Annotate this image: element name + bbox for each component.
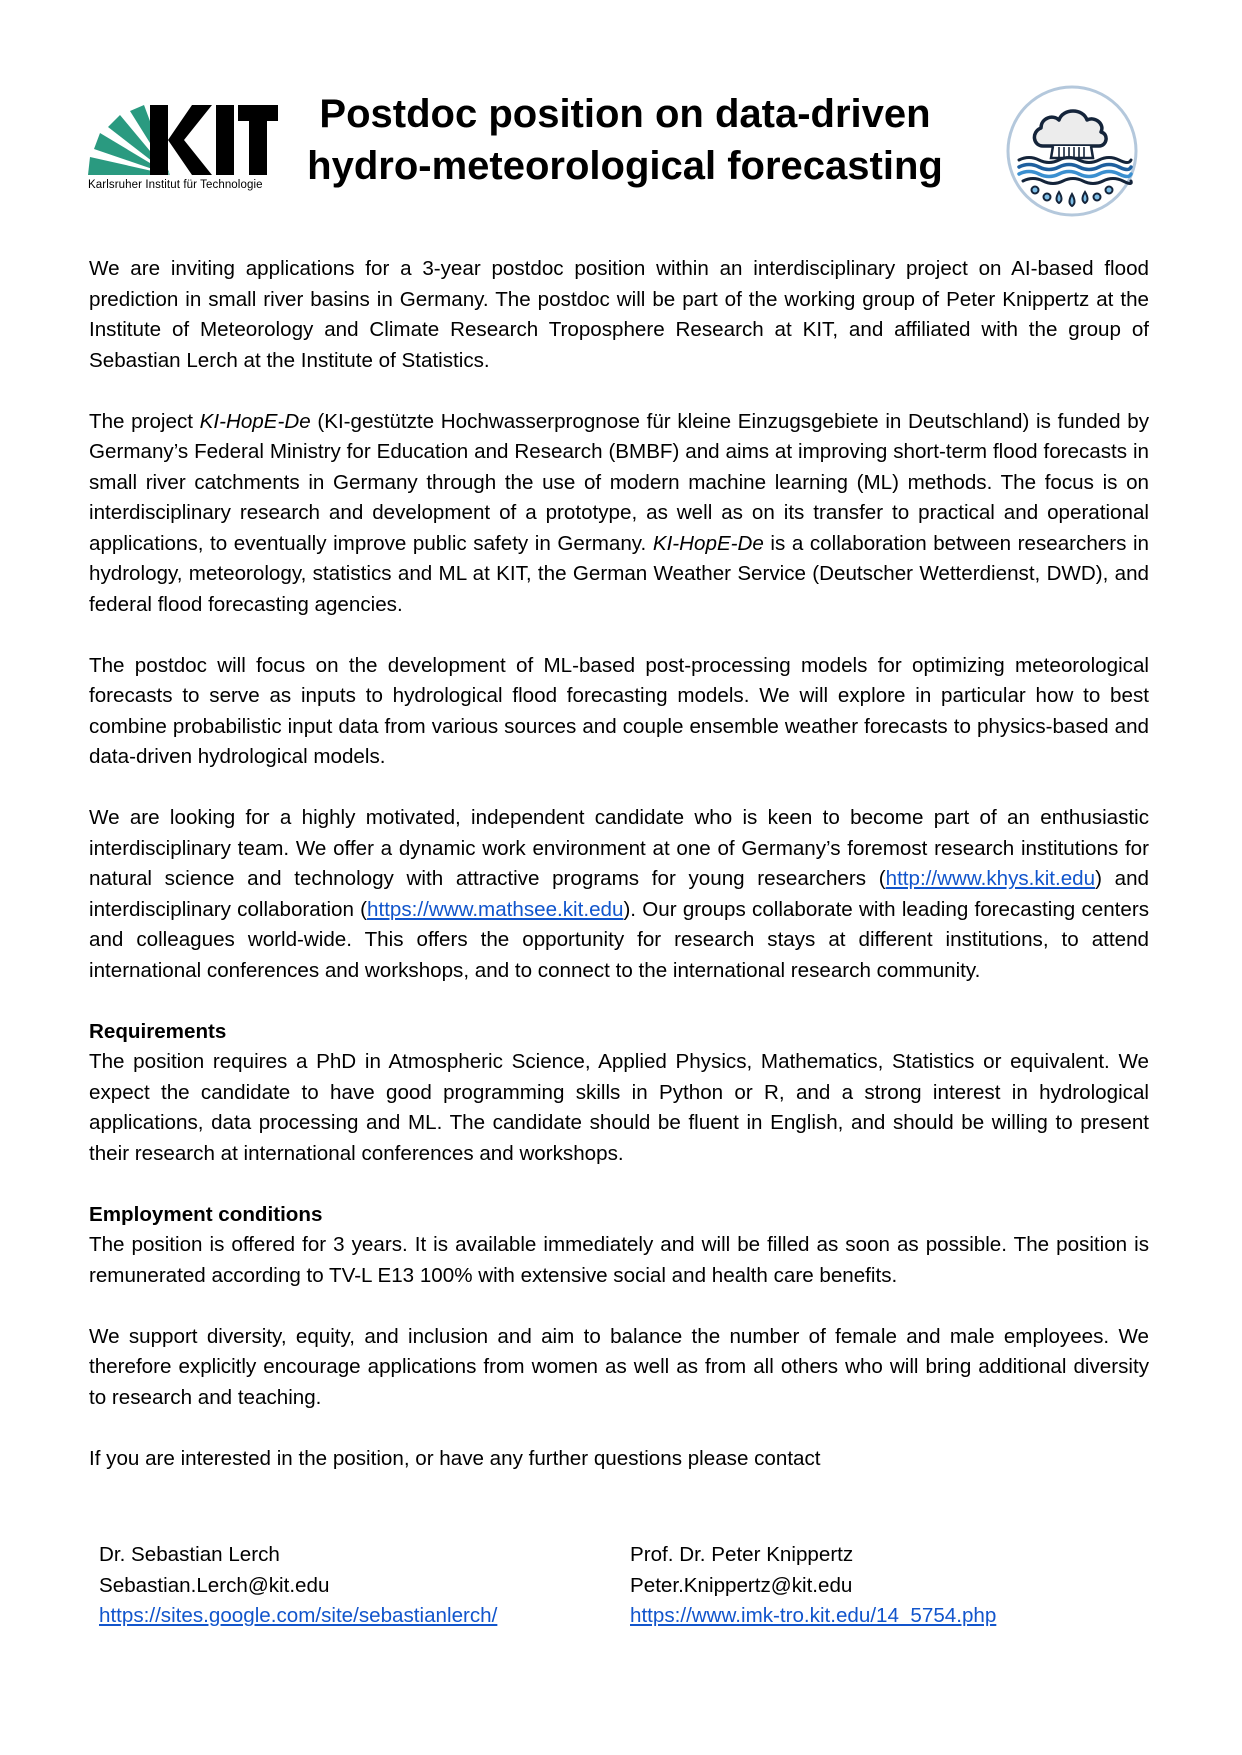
project-name: KI-HopE-De <box>199 409 311 433</box>
project-text-a: The project <box>89 409 200 433</box>
project-text-c: is a collaboration between researchers in hydrology, meteorology, statistics and ML at KIT, the German Weather Service (Deutscher Wetterdienst, DWD), and federal flood forecasting agencies. <box>89 531 1149 616</box>
contact-lerch <box>99 1540 497 1632</box>
diversity-paragraph: We support diversity, equity, and inclusion and aim to balance the number of female and male employees. We therefore explicitly encourage applications from women as well as from all others who will bring additional diversity to research and teaching. <box>89 1324 1149 1409</box>
contact-name: Prof. Dr. Peter Knippertz <box>630 1543 854 1566</box>
kit-logo <box>88 105 278 195</box>
requirements-section <box>89 1017 1149 1170</box>
mathsee-link[interactable]: https://www.mathsee.kit.edu <box>367 897 624 921</box>
title-line-2: hydro-meteorological forecasting <box>307 144 943 188</box>
contact-intro: If you are interested in the position, or have any further questions please contact <box>89 1446 821 1470</box>
contact-website-link[interactable]: https://www.imk-tro.kit.edu/14_5754.php <box>630 1604 997 1627</box>
project-text-b: (KI-gestützte Hochwasserprognose für kleine Einzugsgebiete in Deutschland) is funded by Germany’s Federal Ministry for Education and Research (BMBF) and aims at improving short-term flood forecasts in small river catchments in Germany through the use of modern machine learning (ML) methods. The focus is on interdisciplinary research and development of a prototype, as well as on its transfer to practical and operational applications, to eventually improve public safety in Germany. <box>89 409 1149 555</box>
kit-logo-graphic <box>88 105 278 177</box>
offer-paragraph <box>89 803 1149 986</box>
contact-knippertz <box>630 1540 996 1632</box>
focus-paragraph: The postdoc will focus on the development of ML-based post-processing models for optimizing meteorological forecasts to serve as inputs to hydrological flood forecasting models. We will explore in particular how to best combine probabilistic input data from various sources and couple ensemble weather forecasts to physics-based and data-driven hydrological models. <box>89 653 1149 768</box>
contact-email: Sebastian.Lerch@kit.edu <box>99 1573 330 1597</box>
intro-paragraph: We are inviting applications for a 3-year postdoc position within an interdisciplinary project on AI-based flood prediction in small river basins in Germany. The postdoc will be part of the working group of Peter Knippertz at the Institute of Meteorology and Climate Research Troposphere Research at KIT, and affiliated with the group of Sebastian Lerch at the Institute of Statistics. <box>89 257 1149 372</box>
employment-section <box>89 1200 1149 1292</box>
title-line-1: Postdoc position on data-driven <box>319 92 931 136</box>
contact-website-link[interactable]: https://sites.google.com/site/sebastianlerch/ <box>99 1604 498 1627</box>
kit-logo-subtitle: Karlsruher Institut für Technologie <box>88 179 263 191</box>
employment-heading: Employment conditions <box>89 1202 323 1226</box>
project-paragraph <box>89 407 1149 621</box>
offer-text-c: ). Our groups collaborate with leading forecasting centers and colleagues world-wide. This offers the opportunity for research stays at different institutions, to attend international conferences and workshops, and to connect to the international research community. <box>89 897 1150 982</box>
contact-name: Dr. Sebastian Lerch <box>99 1543 280 1566</box>
cloud-rain-water-icon <box>1005 84 1139 218</box>
offer-text-b: ) and interdisciplinary collaboration ( <box>89 867 1149 921</box>
contact-email: Peter.Knippertz@kit.edu <box>630 1573 853 1597</box>
posting-body <box>89 254 1149 1505</box>
khys-link[interactable]: http://www.khys.kit.edu <box>885 867 1096 890</box>
requirements-text: The position requires a PhD in Atmospheric Science, Applied Physics, Mathematics, Statistics or equivalent. We expect the candidate to have good programming skills in Python or R, and a strong interest in hydrological applications, data processing and ML. The candidate should be fluent in English, and should be willing to present their research at international conferences and workshops. <box>89 1050 1149 1165</box>
project-logo <box>1005 84 1139 218</box>
project-name: KI-HopE-De <box>652 531 764 555</box>
offer-text-a: We are looking for a highly motivated, independent candidate who is keen to become part of an enthusiastic interdisciplinary team. We offer a dynamic work environment at one of Germany’s foremost research institutions for natural science and technology with attractive programs for young researchers ( <box>89 806 1149 890</box>
requirements-heading: Requirements <box>89 1019 227 1043</box>
employment-text: The position is offered for 3 years. It is available immediately and will be filled as soon as possible. The position is remunerated according to TV-L E13 100% with extensive social and health care benefits. <box>89 1233 1149 1287</box>
page-title <box>295 88 955 192</box>
